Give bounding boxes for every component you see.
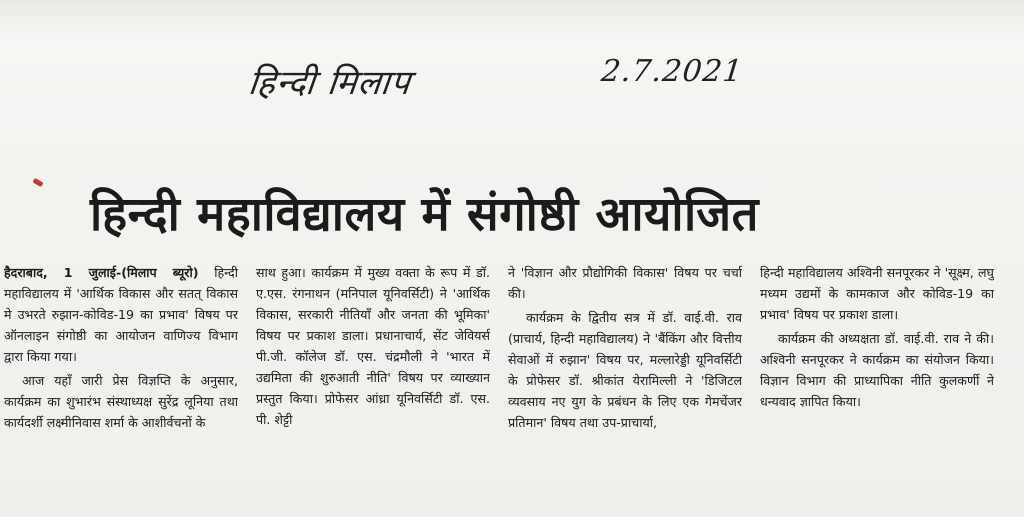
article-column-4 bbox=[760, 262, 994, 512]
article-paragraph: कार्यक्रम के द्वितीय सत्र में डॉ. वाई.वी. राव (प्राचार्य, हिन्दी महाविद्यालय) ने 'बैंकिंग और वित्तीय सेवाओं में रुझान' विषय पर, मल्लारेड्डी यूनिवर्सिटी के प्रोफेसर डॉ. श्रीकांत येरामिल्ली ने 'डिजिटल व्यवसाय नए युग के प्रबंधन के लिए एक गेमचेंजर प्रतिमान' विषय तथा उप-प्राचार्या, bbox=[508, 310, 742, 430]
handwritten-date: 2.7.2021 bbox=[599, 54, 745, 89]
article-headline: हिन्दी महाविद्यालय में संगोष्ठी आयोजित bbox=[90, 187, 759, 242]
article-body bbox=[4, 262, 994, 512]
article-column-3 bbox=[508, 262, 742, 512]
article-paragraph: हिन्दी महाविद्यालय अश्विनी सनपूरकर ने 'सूक्ष्म, लघु मध्यम उद्यमों के कामकाज और कोविड-19 का प्रभाव' विषय पर प्रकाश डाला। bbox=[760, 265, 994, 322]
handwritten-publication-name: हिन्दी मिलाप bbox=[246, 63, 413, 103]
article-column-2 bbox=[256, 262, 490, 512]
article-column-1 bbox=[4, 262, 238, 512]
article-text: हिन्दी महाविद्यालय में 'आर्थिक विकास और सतत् विकास मे उभरते रुझान-कोविड-19 का प्रभाव' विषय पर ऑनलाइन संगोष्ठी का आयोजन वाणिज्य विभाग द्वारा किया गया। bbox=[4, 265, 238, 364]
article-paragraph: ने 'विज्ञान और प्रौद्योगिकी विकास' विषय पर चर्चा की। bbox=[508, 265, 742, 301]
article-dateline: हैदराबाद, 1 जुलाई-(मिलाप ब्यूरो) bbox=[4, 265, 199, 280]
article-paragraph: कार्यक्रम की अध्यक्षता डॉ. वाई.वी. राव ने की। अश्विनी सनपूरकर ने कार्यक्रम का संयोजन किया। विज्ञान विभाग की प्राध्यापिका नीति कुलकर्णी ने धन्यवाद ज्ञापित किया। bbox=[760, 331, 994, 409]
article-paragraph bbox=[4, 262, 238, 367]
article-paragraph: आज यहाँ जारी प्रेस विज्ञप्ति के अनुसार, कार्यक्रम का शुभारंभ संस्थाध्यक्ष सुरेंद्र लूनिया तथा कार्यदर्शी लक्ष्मीनिवास शर्मा के आशीर्वचनों के bbox=[4, 373, 238, 430]
fold-shadow bbox=[0, 0, 1024, 40]
article-paragraph: साथ हुआ। कार्यक्रम में मुख्य वक्ता के रूप में डॉ. ए.एस. रंगनाथन (मनिपाल यूनिवर्सिटी) ने 'आर्थिक विकास, सरकारी नीतियाँ और जनता की भूमिका' विषय पर प्रकाश डाला। प्रधानाचार्य, सेंट जेवियर्स पी.जी. कॉलेज डॉ. एस. चंद्रमौली ने 'भारत में उद्यमिता की शुरुआती नीति' विषय पर व्याख्यान प्रस्तुत किया। प्रोफेसर आंध्रा यूनिवर्सिटी डॉ. एस. पी. शेट्टी bbox=[256, 265, 490, 427]
red-ink-mark bbox=[32, 178, 43, 187]
